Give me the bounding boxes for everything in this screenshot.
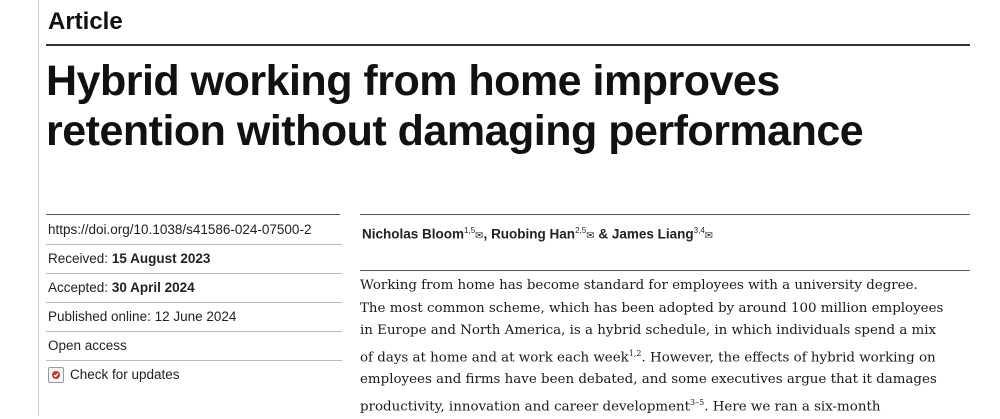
citation-ref[interactable]: 3–5 [690, 397, 705, 407]
author-separator: , [483, 226, 488, 242]
article-metadata [46, 216, 342, 389]
abstract-line: The most common scheme, which has been adopted by around 100 million employees [360, 300, 944, 316]
accepted-value: 30 April 2024 [111, 280, 195, 295]
article-title [46, 56, 976, 156]
doi-link[interactable]: https://doi.org/10.1038/s41586-024-07500-2 [46, 216, 342, 245]
published-date [46, 303, 342, 332]
email-icon[interactable]: ✉ [475, 230, 484, 242]
published-value: 12 June 2024 [154, 309, 237, 324]
received-label: Received: [48, 251, 109, 266]
abstract-line: productivity, innovation and career development$^{3-5}$. Here we ran a six-month [360, 397, 881, 415]
author-name[interactable]: James Liang [611, 226, 694, 242]
header-rule [46, 44, 970, 46]
citation-ref[interactable]: 1,2 [628, 348, 642, 358]
author-name[interactable]: Nicholas Bloom [362, 226, 465, 242]
left-margin-rule [38, 0, 39, 416]
title-line: Hybrid working from home improves [46, 57, 780, 105]
author-affiliation: 3,4 [693, 226, 705, 235]
title-line: retention without damaging performance [46, 107, 864, 155]
check-for-updates-button[interactable] [46, 361, 342, 389]
authors-top-rule [360, 214, 970, 215]
abstract-top-rule [360, 270, 970, 271]
received-date [46, 245, 342, 274]
abstract-line: employees and firms have been debated, and some executives argue that it damages [360, 372, 937, 388]
email-icon[interactable]: ✉ [704, 230, 714, 242]
open-access-badge: Open access [46, 332, 342, 361]
author-list [362, 218, 713, 244]
abstract-line: in Europe and North America, is a hybrid schedule, in which individuals spend a mix [360, 323, 937, 338]
author-name[interactable]: Ruobing Han [491, 226, 576, 242]
abstract-line: of days at home and at work each week$^{1,2}$. However, the effects of hybrid working on [360, 348, 936, 365]
abstract-line: Working from home has become standard for employees with a university degree. [360, 278, 918, 293]
check-updates-icon [48, 367, 64, 383]
email-icon[interactable]: ✉ [586, 230, 595, 242]
article-type-label: Article [48, 8, 123, 35]
received-value: 15 August 2023 [111, 251, 211, 266]
accepted-label: Accepted: [48, 280, 109, 295]
abstract-text [360, 275, 980, 419]
accepted-date [46, 274, 342, 303]
author-affiliation: 1,5 [464, 226, 476, 235]
meta-rule [46, 214, 340, 215]
published-label: Published online: [48, 309, 151, 324]
author-separator: & [598, 226, 609, 242]
author-affiliation: 2,5 [575, 226, 587, 235]
check-updates-label: Check for updates [70, 367, 180, 382]
